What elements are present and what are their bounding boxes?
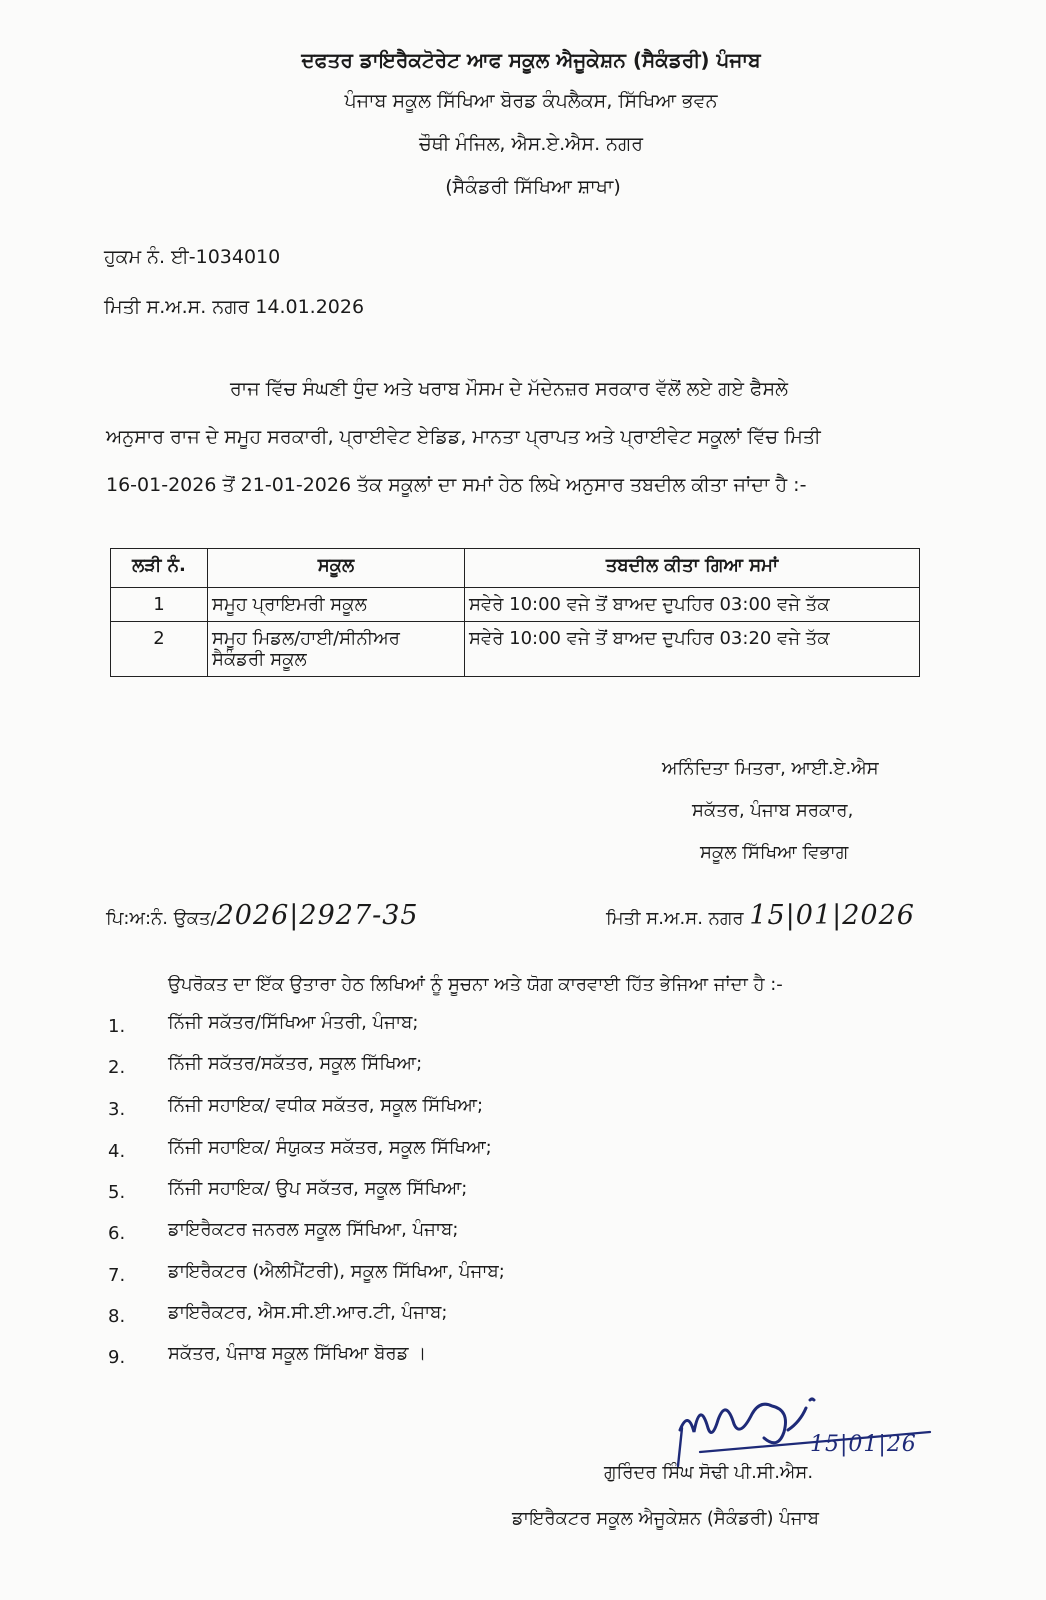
- office-floor: ਚੌਥੀ ਮੰਜਿਲ, ਐਸ.ਏ.ਐਸ. ਨਗਰ: [418, 133, 644, 155]
- endorsement-date-prefix: ਮਿਤੀ ਸ.ਅ.ਸ. ਨਗਰ: [606, 908, 744, 929]
- list-item-number: 7.: [108, 1265, 126, 1286]
- office-title: ਦਫਤਰ ਡਾਇਰੈਕਟੋਰੇਟ ਆਫ ਸਕੂਲ ਐਜੂਕੇਸ਼ਨ (ਸੈਕੰਡਰੀ) ਪੰਜਾਬ: [301, 48, 761, 72]
- school-timing-table: [110, 548, 920, 677]
- header-changed-time: ਤਬਦੀਲ ਕੀਤਾ ਗਿਆ ਸਮਾਂ: [465, 549, 920, 588]
- endorsement-prefix: ਪਿ:ਅ:ਨੰ. ਉਕਤ/: [106, 908, 217, 929]
- list-item: ਡਾਇਰੈਕਟਰ ਜਨਰਲ ਸਕੂਲ ਸਿੱਖਿਆ, ਪੰਜਾਬ;: [168, 1219, 459, 1240]
- table-row: [111, 588, 920, 622]
- school-name: ਸਮੂਹ ਪ੍ਰਾਇਮਰੀ ਸਕੂਲ: [212, 594, 367, 615]
- secretary-department: ਸਕੂਲ ਸਿੱਖਿਆ ਵਿਭਾਗ: [700, 842, 849, 863]
- director-name: ਗੁਰਿੰਦਰ ਸਿੰਘ ਸੋਢੀ ਪੀ.ਸੀ.ਐਸ.: [604, 1462, 814, 1483]
- endorsement-date-handwritten: 15|01|2026: [749, 900, 915, 931]
- row-time: ਸਵੇਰੇ 10:00 ਵਜੇ ਤੋਂ ਬਾਅਦ ਦੁਪਹਿਰ 03:00 ਵਜੇ ਤੱਕ: [465, 588, 920, 622]
- row-school: [208, 588, 465, 622]
- row-serial: 1: [111, 588, 208, 622]
- row-serial: 2: [111, 622, 208, 677]
- endorsement-number: [106, 900, 419, 931]
- endorsement-intro: ਉਪਰੋਕਤ ਦਾ ਇੱਕ ਉਤਾਰਾ ਹੇਠ ਲਿਖਿਆਂ ਨੂੰ ਸੂਚਨਾ ਅਤੇ ਯੋਗ ਕਾਰਵਾਈ ਹਿੱਤ ਭੇਜਿਆ ਜਾਂਦਾ ਹੈ :-: [168, 974, 783, 995]
- list-item-number: 1.: [108, 1016, 126, 1037]
- list-item-number: 8.: [108, 1306, 126, 1327]
- body-line-3: 16-01-2026 ਤੋਂ 21-01-2026 ਤੱਕ ਸਕੂਲਾਂ ਦਾ ਸਮਾਂ ਹੇਠ ਲਿਖੇ ਅਨੁਸਾਰ ਤਬਦੀਲ ਕੀਤਾ ਜਾਂਦਾ ਹੈ :-: [106, 474, 807, 496]
- list-item-number: 5.: [108, 1182, 126, 1203]
- header-serial: ਲੜੀ ਨੰ.: [111, 549, 208, 588]
- table-row: [111, 622, 920, 677]
- header-school: ਸਕੂਲ: [208, 549, 465, 588]
- list-item: ਨਿੱਜੀ ਸਹਾਇਕ/ ਉਪ ਸਕੱਤਰ, ਸਕੂਲ ਸਿੱਖਿਆ;: [168, 1178, 468, 1199]
- list-item-number: 6.: [108, 1223, 126, 1244]
- school-name-continued: ਸੈਕੰਡਰੀ ਸਕੂਲ: [212, 649, 307, 670]
- director-designation: ਡਾਇਰੈਕਟਰ ਸਕੂਲ ਐਜੂਕੇਸ਼ਨ (ਸੈਕੰਡਰੀ) ਪੰਜਾਬ: [512, 1508, 819, 1529]
- list-item-number: 3.: [108, 1099, 126, 1120]
- list-item: ਨਿੱਜੀ ਸਕੱਤਰ/ਸਿੱਖਿਆ ਮੰਤਰੀ, ਪੰਜਾਬ;: [168, 1012, 419, 1033]
- list-item: ਡਾਇਰੈਕਟਰ, ਐਸ.ਸੀ.ਈ.ਆਰ.ਟੀ, ਪੰਜਾਬ;: [168, 1302, 448, 1323]
- list-item-number: 4.: [108, 1141, 126, 1162]
- list-item-number: 2.: [108, 1057, 126, 1078]
- list-item: ਨਿੱਜੀ ਸਹਾਇਕ/ ਵਧੀਕ ਸਕੱਤਰ, ਸਕੂਲ ਸਿੱਖਿਆ;: [168, 1095, 484, 1116]
- table-header-row: [111, 549, 920, 588]
- office-complex: ਪੰਜਾਬ ਸਕੂਲ ਸਿੱਖਿਆ ਬੋਰਡ ਕੰਪਲੈਕਸ, ਸਿੱਖਿਆ ਭਵਨ: [344, 90, 718, 112]
- list-item: ਡਾਇਰੈਕਟਰ (ਐਲੀਮੈਂਟਰੀ), ਸਕੂਲ ਸਿੱਖਿਆ, ਪੰਜਾਬ;: [168, 1261, 505, 1282]
- secretary-name: ਅਨਿੰਦਿਤਾ ਮਿਤਰਾ, ਆਈ.ਏ.ਐਸ: [662, 758, 879, 779]
- office-branch: (ਸੈਕੰਡਰੀ ਸਿੱਖਿਆ ਸ਼ਾਖਾ): [445, 176, 621, 198]
- list-item-number: 9.: [108, 1347, 126, 1368]
- secretary-designation: ਸਕੱਤਰ, ਪੰਜਾਬ ਸਰਕਾਰ,: [692, 800, 854, 821]
- row-school: [208, 622, 465, 677]
- school-name: ਸਮੂਹ ਮਿਡਲ/ਹਾਈ/ਸੀਨੀਅਰ: [212, 628, 400, 649]
- endorsement-date: [606, 900, 915, 931]
- row-time: ਸਵੇਰੇ 10:00 ਵਜੇ ਤੋਂ ਬਾਅਦ ਦੁਪਹਿਰ 03:20 ਵਜੇ ਤੱਕ: [465, 622, 920, 677]
- signature-date-handwritten: 15|01|26: [810, 1432, 917, 1457]
- endorsement-number-handwritten: 2026|2927-35: [216, 900, 419, 931]
- list-item: ਨਿੱਜੀ ਸਕੱਤਰ/ਸਕੱਤਰ, ਸਕੂਲ ਸਿੱਖਿਆ;: [168, 1053, 423, 1074]
- body-line-1: ਰਾਜ ਵਿੱਚ ਸੰਘਣੀ ਧੁੰਦ ਅਤੇ ਖਰਾਬ ਮੌਸਮ ਦੇ ਮੱਦੇਨਜ਼ਰ ਸਰਕਾਰ ਵੱਲੋਂ ਲਏ ਗਏ ਫੈਸਲੇ: [230, 378, 788, 400]
- list-item: ਨਿੱਜੀ ਸਹਾਇਕ/ ਸੰਯੁਕਤ ਸਕੱਤਰ, ਸਕੂਲ ਸਿੱਖਿਆ;: [168, 1137, 492, 1158]
- body-line-2: ਅਨੁਸਾਰ ਰਾਜ ਦੇ ਸਮੂਹ ਸਰਕਾਰੀ, ਪ੍ਰਾਈਵੇਟ ਏਡਿਡ, ਮਾਨਤਾ ਪ੍ਰਾਪਤ ਅਤੇ ਪ੍ਰਾਈਵੇਟ ਸਕੂਲਾਂ ਵਿੱਚ ਮਿਤੀ: [106, 426, 821, 448]
- order-date: ਮਿਤੀ ਸ.ਅ.ਸ. ਨਗਰ 14.01.2026: [104, 296, 365, 318]
- list-item: ਸਕੱਤਰ, ਪੰਜਾਬ ਸਕੂਲ ਸਿੱਖਿਆ ਬੋਰਡ ।: [168, 1343, 427, 1364]
- order-number: ਹੁਕਮ ਨੰ. ਈ-1034010: [104, 246, 281, 268]
